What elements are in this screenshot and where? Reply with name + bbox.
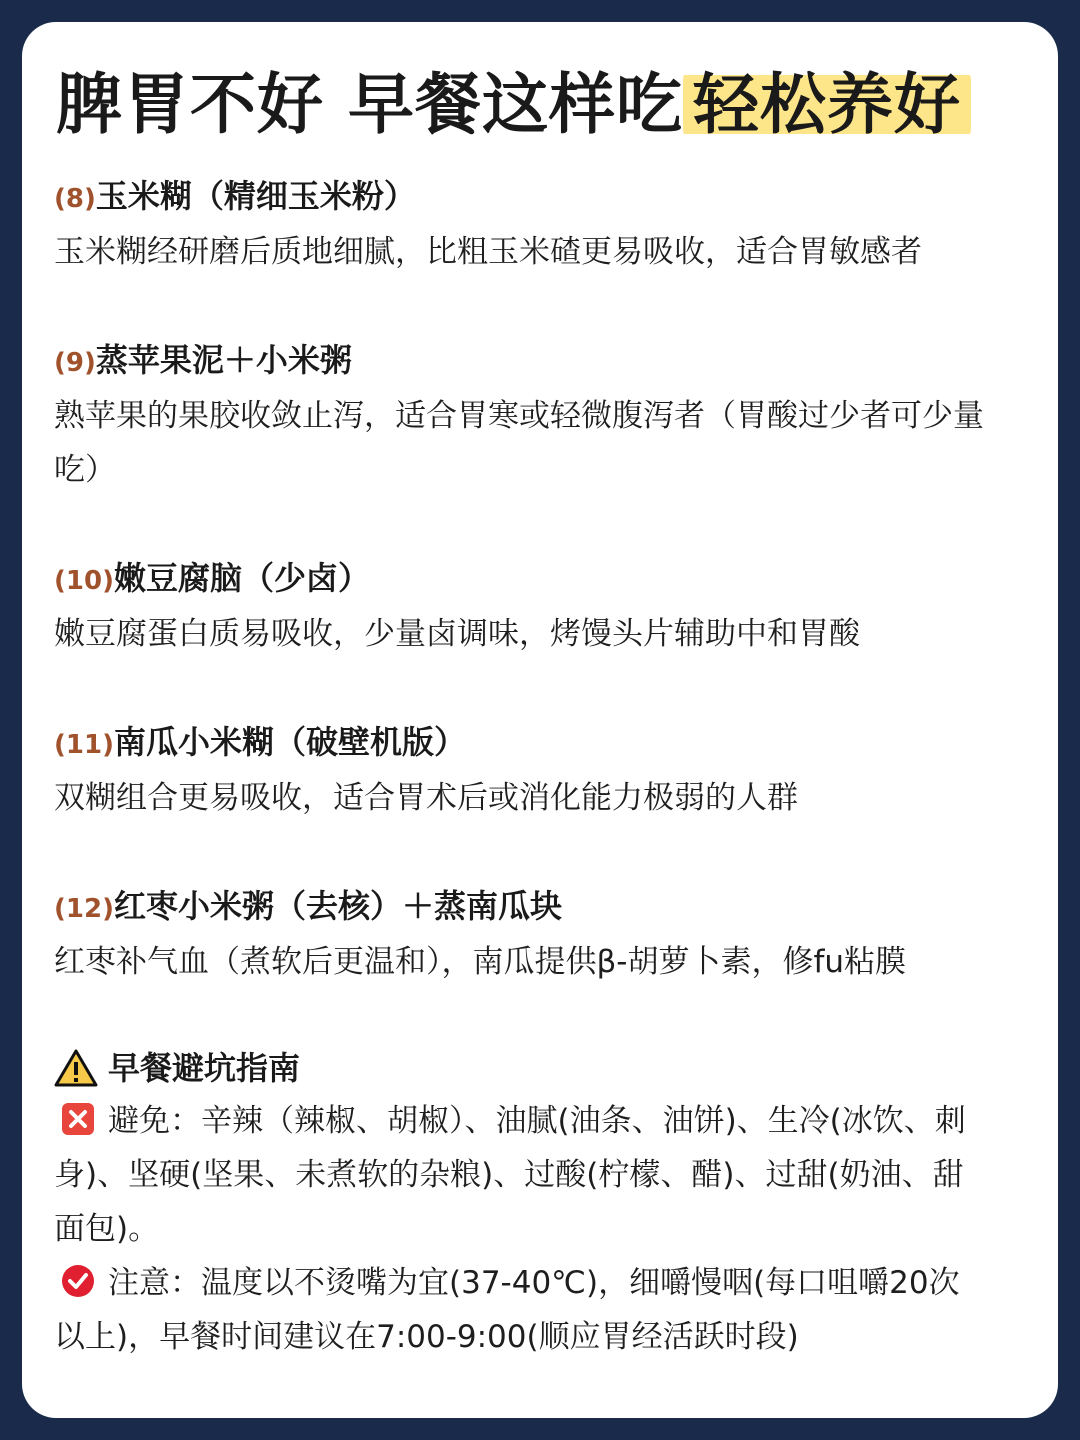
guide-heading: 早餐避坑指南: [108, 1049, 301, 1087]
tip-item-11: [54, 722, 989, 825]
title-highlight: 轻松养好: [683, 66, 971, 143]
tip-heading: [54, 886, 989, 929]
tip-title: 玉米糊（精细玉米粉）: [95, 177, 416, 215]
tip-body: 玉米糊经研磨后质地细腻，比粗玉米碴更易吸收，适合胃敏感者: [54, 234, 922, 270]
tip-item-10: [54, 558, 989, 661]
avoid-paragraph: [54, 1094, 989, 1256]
guide-section: [54, 1048, 989, 1364]
avoid-text: 避免：辛辣（辣椒、胡椒）、油腻(油条、油饼)、生冷(冰饮、刺身)、坚硬(坚果、未煮软的杂粮)、过酸(柠檬、醋)、过甜(奶油、甜面包)。: [54, 1103, 966, 1247]
tip-number: (8): [54, 184, 96, 214]
tip-body: 嫩豆腐蛋白质易吸收，少量卤调味，烤馒头片辅助中和胃酸: [54, 616, 860, 652]
tip-title: 南瓜小米糊（破壁机版）: [113, 723, 466, 761]
guide-heading-row: [54, 1048, 989, 1088]
tip-number: (9): [54, 348, 96, 378]
check-mark-icon: [60, 1263, 96, 1299]
tip-item-9: [54, 340, 989, 497]
tip-title: 蒸苹果泥＋小米粥: [95, 341, 352, 379]
note-text: 注意：温度以不烫嘴为宜(37-40℃)，细嚼慢咽(每口咀嚼20次以上)，早餐时间建议在7:00-9:00(顺应胃经活跃时段): [54, 1265, 960, 1355]
tip-heading: [54, 176, 989, 219]
tip-number: (10): [54, 566, 114, 596]
tip-title: 嫩豆腐脑（少卤）: [113, 559, 370, 597]
tip-body: 双糊组合更易吸收，适合胃术后或消化能力极弱的人群: [54, 780, 798, 816]
tip-heading: [54, 558, 989, 601]
note-paragraph: [54, 1256, 989, 1364]
tip-item-12: [54, 886, 989, 989]
tip-body: 红枣补气血（煮软后更温和），南瓜提供β-胡萝卜素，修fu粘膜: [54, 944, 907, 980]
tip-title: 红枣小米粥（去核）＋蒸南瓜块: [113, 887, 562, 925]
tip-number: (12): [54, 894, 114, 924]
warning-icon: [54, 1048, 98, 1088]
tip-item-8: [54, 176, 989, 279]
tip-number: (11): [54, 730, 114, 760]
title-main: 脾胃不好 早餐这样吃: [56, 66, 683, 143]
cross-mark-icon: [60, 1101, 96, 1137]
tip-body: 熟苹果的果胶收敛止泻，适合胃寒或轻微腹泻者（胃酸过少者可少量吃）: [54, 398, 984, 488]
tip-heading: [54, 340, 989, 383]
tip-heading: [54, 722, 989, 765]
page-title: [56, 62, 971, 148]
